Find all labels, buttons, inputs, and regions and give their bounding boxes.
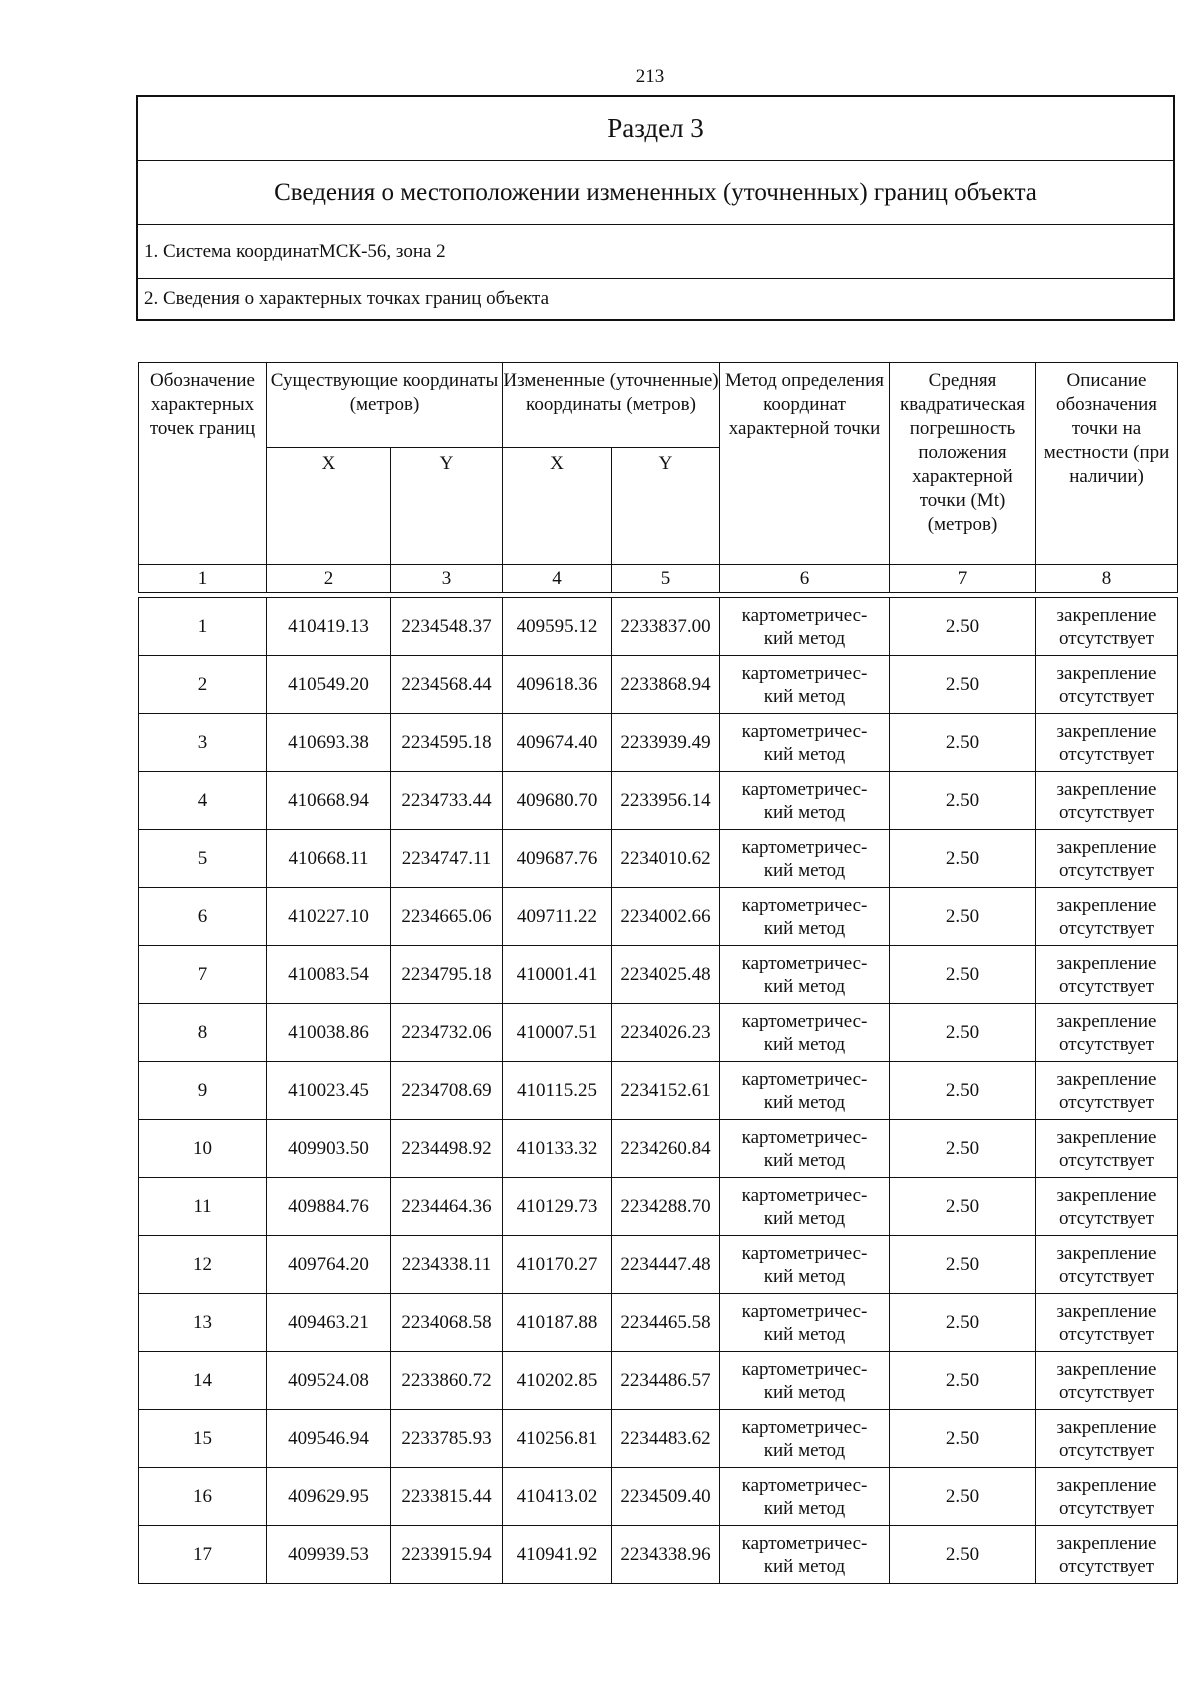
header-description: Описание обозначения точки на местности (при наличии) — [1036, 363, 1178, 565]
table-row — [139, 1410, 1178, 1468]
description-cell — [1036, 1294, 1178, 1352]
method-line: кий метод — [763, 1149, 846, 1171]
method-cell — [720, 1062, 890, 1120]
existing-x: 410023.45 — [267, 1062, 391, 1120]
description-line: закрепление — [1056, 778, 1157, 800]
header-existing-coordinates: Существующие координаты (метров) — [267, 363, 503, 448]
existing-y: 2234568.44 — [391, 656, 503, 714]
method-cell — [720, 1236, 890, 1294]
method-cell — [720, 888, 890, 946]
changed-x: 409595.12 — [503, 598, 612, 656]
method-cell — [720, 1294, 890, 1352]
error-value: 2.50 — [890, 946, 1036, 1004]
changed-x: 410170.27 — [503, 1236, 612, 1294]
method-line: кий метод — [763, 627, 846, 649]
point-number: 5 — [139, 830, 267, 888]
method-line: кий метод — [763, 743, 846, 765]
description-line: отсутствует — [1058, 859, 1155, 881]
column-number: 4 — [503, 565, 612, 593]
method-line: кий метод — [763, 685, 846, 707]
method-line: картометричес- — [741, 1532, 868, 1554]
method-line: кий метод — [763, 1265, 846, 1287]
existing-x: 409463.21 — [267, 1294, 391, 1352]
coordinate-system-value: МСК-56, зона 2 — [318, 240, 446, 262]
existing-y: 2234464.36 — [391, 1178, 503, 1236]
error-value: 2.50 — [890, 772, 1036, 830]
method-cell — [720, 1468, 890, 1526]
section-subtitle: Сведения о местоположении измененных (уточненных) границ объекта — [138, 161, 1173, 225]
header-y-existing: Y — [391, 448, 503, 565]
error-value: 2.50 — [890, 1120, 1036, 1178]
method-line: картометричес- — [741, 1474, 868, 1496]
description-cell — [1036, 1062, 1178, 1120]
changed-y: 2234010.62 — [612, 830, 720, 888]
changed-y: 2234465.58 — [612, 1294, 720, 1352]
error-value: 2.50 — [890, 598, 1036, 656]
column-number: 3 — [391, 565, 503, 593]
existing-x: 409524.08 — [267, 1352, 391, 1410]
method-line: картометричес- — [741, 1184, 868, 1206]
table-row — [139, 1178, 1178, 1236]
changed-x: 410129.73 — [503, 1178, 612, 1236]
error-value: 2.50 — [890, 1526, 1036, 1584]
header-changed-coordinates: Измененные (уточненные) координаты (метров) — [503, 363, 720, 448]
description-cell — [1036, 1410, 1178, 1468]
description-line: отсутствует — [1058, 685, 1155, 707]
method-line: картометричес- — [741, 720, 868, 742]
description-line: отсутствует — [1058, 1033, 1155, 1055]
description-cell — [1036, 656, 1178, 714]
description-line: отсутствует — [1058, 1555, 1155, 1577]
changed-y: 2233837.00 — [612, 598, 720, 656]
table-row — [139, 1352, 1178, 1410]
point-number: 11 — [139, 1178, 267, 1236]
method-cell — [720, 830, 890, 888]
point-number: 10 — [139, 1120, 267, 1178]
changed-x: 410133.32 — [503, 1120, 612, 1178]
error-value: 2.50 — [890, 1294, 1036, 1352]
changed-y: 2234509.40 — [612, 1468, 720, 1526]
method-line: картометричес- — [741, 662, 868, 684]
existing-x: 410668.11 — [267, 830, 391, 888]
existing-y: 2233915.94 — [391, 1526, 503, 1584]
column-number: 7 — [890, 565, 1036, 593]
header-x-existing: X — [267, 448, 391, 565]
changed-y: 2234002.66 — [612, 888, 720, 946]
description-line: закрепление — [1056, 1300, 1157, 1322]
table-row — [139, 1004, 1178, 1062]
changed-x: 410256.81 — [503, 1410, 612, 1468]
changed-x: 410941.92 — [503, 1526, 612, 1584]
header-designation: Обозначение характерных точек границ — [139, 363, 267, 565]
existing-x: 410549.20 — [267, 656, 391, 714]
existing-y: 2234665.06 — [391, 888, 503, 946]
description-line: отсутствует — [1058, 975, 1155, 997]
table-row — [139, 1062, 1178, 1120]
table-row — [139, 830, 1178, 888]
column-number: 6 — [720, 565, 890, 593]
method-line: кий метод — [763, 1033, 846, 1055]
table-row — [139, 1526, 1178, 1584]
error-value: 2.50 — [890, 656, 1036, 714]
changed-y: 2233868.94 — [612, 656, 720, 714]
existing-x: 410227.10 — [267, 888, 391, 946]
point-number: 14 — [139, 1352, 267, 1410]
existing-y: 2234595.18 — [391, 714, 503, 772]
column-number: 5 — [612, 565, 720, 593]
description-line: закрепление — [1056, 662, 1157, 684]
method-cell — [720, 1352, 890, 1410]
description-line: отсутствует — [1058, 1149, 1155, 1171]
changed-x: 409680.70 — [503, 772, 612, 830]
changed-x: 410202.85 — [503, 1352, 612, 1410]
changed-y: 2234025.48 — [612, 946, 720, 1004]
changed-x: 409618.36 — [503, 656, 612, 714]
error-value: 2.50 — [890, 1468, 1036, 1526]
changed-y: 2233939.49 — [612, 714, 720, 772]
method-line: кий метод — [763, 1091, 846, 1113]
existing-y: 2234795.18 — [391, 946, 503, 1004]
method-line: картометричес- — [741, 1068, 868, 1090]
description-line: закрепление — [1056, 1242, 1157, 1264]
column-number: 2 — [267, 565, 391, 593]
coordinate-system-label: 1. Система координат — [144, 240, 319, 262]
description-line: отсутствует — [1058, 801, 1155, 823]
description-line: закрепление — [1056, 1416, 1157, 1438]
description-cell — [1036, 1352, 1178, 1410]
method-cell — [720, 946, 890, 1004]
table-row — [139, 772, 1178, 830]
method-cell — [720, 598, 890, 656]
existing-x: 409546.94 — [267, 1410, 391, 1468]
existing-x: 409764.20 — [267, 1236, 391, 1294]
column-number-row — [139, 565, 1178, 593]
description-line: закрепление — [1056, 1474, 1157, 1496]
description-cell — [1036, 1178, 1178, 1236]
points-heading: 2. Сведения о характерных точках границ объекта — [144, 288, 550, 309]
table-row — [139, 1468, 1178, 1526]
changed-y: 2234447.48 — [612, 1236, 720, 1294]
description-line: закрепление — [1056, 720, 1157, 742]
method-line: кий метод — [763, 859, 846, 881]
method-cell — [720, 1178, 890, 1236]
changed-y: 2234026.23 — [612, 1004, 720, 1062]
description-line: отсутствует — [1058, 627, 1155, 649]
point-number: 3 — [139, 714, 267, 772]
table-row — [139, 1236, 1178, 1294]
existing-y: 2234732.06 — [391, 1004, 503, 1062]
method-line: картометричес- — [741, 1242, 868, 1264]
changed-x: 410187.88 — [503, 1294, 612, 1352]
method-line: картометричес- — [741, 836, 868, 858]
error-value: 2.50 — [890, 830, 1036, 888]
point-number: 9 — [139, 1062, 267, 1120]
description-line: отсутствует — [1058, 743, 1155, 765]
method-line: кий метод — [763, 975, 846, 997]
table-row — [139, 656, 1178, 714]
method-line: картометричес- — [741, 1358, 868, 1380]
existing-y: 2234548.37 — [391, 598, 503, 656]
changed-x: 409711.22 — [503, 888, 612, 946]
error-value: 2.50 — [890, 1236, 1036, 1294]
existing-x: 410668.94 — [267, 772, 391, 830]
changed-y: 2234152.61 — [612, 1062, 720, 1120]
table-row — [139, 946, 1178, 1004]
existing-y: 2234338.11 — [391, 1236, 503, 1294]
description-cell — [1036, 830, 1178, 888]
description-line: закрепление — [1056, 836, 1157, 858]
existing-x: 409884.76 — [267, 1178, 391, 1236]
changed-y: 2234260.84 — [612, 1120, 720, 1178]
method-line: кий метод — [763, 1439, 846, 1461]
existing-y: 2234068.58 — [391, 1294, 503, 1352]
section-title: Раздел 3 — [138, 97, 1173, 161]
method-line: кий метод — [763, 1381, 846, 1403]
changed-x: 410413.02 — [503, 1468, 612, 1526]
point-number: 13 — [139, 1294, 267, 1352]
existing-y: 2234498.92 — [391, 1120, 503, 1178]
method-line: кий метод — [763, 1207, 846, 1229]
column-number: 8 — [1036, 565, 1178, 593]
table-row — [139, 1294, 1178, 1352]
description-line: отсутствует — [1058, 1207, 1155, 1229]
existing-x: 410038.86 — [267, 1004, 391, 1062]
method-cell — [720, 772, 890, 830]
table-body — [139, 598, 1178, 1584]
changed-x: 410007.51 — [503, 1004, 612, 1062]
error-value: 2.50 — [890, 1062, 1036, 1120]
page-number: 213 — [635, 66, 665, 87]
table-row — [139, 1120, 1178, 1178]
error-value: 2.50 — [890, 888, 1036, 946]
method-cell — [720, 1526, 890, 1584]
method-cell — [720, 1410, 890, 1468]
column-number: 1 — [139, 565, 267, 593]
point-number: 16 — [139, 1468, 267, 1526]
description-line: отсутствует — [1058, 1091, 1155, 1113]
description-line: закрепление — [1056, 1532, 1157, 1554]
header-x-changed: X — [503, 448, 612, 565]
existing-x: 409903.50 — [267, 1120, 391, 1178]
description-line: закрепление — [1056, 894, 1157, 916]
description-cell — [1036, 888, 1178, 946]
description-line: закрепление — [1056, 1068, 1157, 1090]
description-cell — [1036, 1004, 1178, 1062]
error-value: 2.50 — [890, 1352, 1036, 1410]
description-line: отсутствует — [1058, 1265, 1155, 1287]
description-line: закрепление — [1056, 1010, 1157, 1032]
changed-y: 2234288.70 — [612, 1178, 720, 1236]
description-line: закрепление — [1056, 952, 1157, 974]
description-line: отсутствует — [1058, 1439, 1155, 1461]
existing-x: 410083.54 — [267, 946, 391, 1004]
point-number: 6 — [139, 888, 267, 946]
method-cell — [720, 714, 890, 772]
existing-y: 2234708.69 — [391, 1062, 503, 1120]
method-cell — [720, 656, 890, 714]
header-error: Средняя квадратическая погрешность положения характерной точки (Mt) (метров) — [890, 363, 1036, 565]
point-number: 1 — [139, 598, 267, 656]
method-line: кий метод — [763, 1555, 846, 1577]
description-line: закрепление — [1056, 604, 1157, 626]
existing-x: 409629.95 — [267, 1468, 391, 1526]
method-line: картометричес- — [741, 894, 868, 916]
method-line: картометричес- — [741, 1416, 868, 1438]
description-cell — [1036, 714, 1178, 772]
changed-x: 410115.25 — [503, 1062, 612, 1120]
description-cell — [1036, 1236, 1178, 1294]
method-line: кий метод — [763, 917, 846, 939]
error-value: 2.50 — [890, 1178, 1036, 1236]
description-cell — [1036, 1468, 1178, 1526]
point-number: 2 — [139, 656, 267, 714]
description-cell — [1036, 946, 1178, 1004]
description-cell — [1036, 772, 1178, 830]
changed-x: 409687.76 — [503, 830, 612, 888]
description-cell — [1036, 598, 1178, 656]
description-line: отсутствует — [1058, 1497, 1155, 1519]
boundary-points-table — [138, 362, 1178, 1584]
description-line: закрепление — [1056, 1126, 1157, 1148]
changed-y: 2233956.14 — [612, 772, 720, 830]
method-line: картометричес- — [741, 952, 868, 974]
method-cell — [720, 1120, 890, 1178]
changed-x: 409674.40 — [503, 714, 612, 772]
point-number: 15 — [139, 1410, 267, 1468]
error-value: 2.50 — [890, 1004, 1036, 1062]
existing-x: 410419.13 — [267, 598, 391, 656]
changed-y: 2234486.57 — [612, 1352, 720, 1410]
coordinate-system-row — [138, 225, 1173, 279]
method-line: картометричес- — [741, 604, 868, 626]
description-cell — [1036, 1526, 1178, 1584]
point-number: 8 — [139, 1004, 267, 1062]
method-line: картометричес- — [741, 1010, 868, 1032]
existing-y: 2233785.93 — [391, 1410, 503, 1468]
method-line: кий метод — [763, 1497, 846, 1519]
method-line: картометричес- — [741, 1126, 868, 1148]
method-line: картометричес- — [741, 778, 868, 800]
method-cell — [720, 1004, 890, 1062]
table-row — [139, 888, 1178, 946]
header-y-changed: Y — [612, 448, 720, 565]
method-line: кий метод — [763, 801, 846, 823]
table-row — [139, 714, 1178, 772]
existing-x: 410693.38 — [267, 714, 391, 772]
header-row — [139, 363, 1178, 448]
changed-x: 410001.41 — [503, 946, 612, 1004]
description-line: отсутствует — [1058, 917, 1155, 939]
section-header-box — [136, 95, 1175, 321]
description-line: отсутствует — [1058, 1323, 1155, 1345]
method-line: кий метод — [763, 1323, 846, 1345]
existing-y: 2233860.72 — [391, 1352, 503, 1410]
existing-y: 2233815.44 — [391, 1468, 503, 1526]
description-line: отсутствует — [1058, 1381, 1155, 1403]
description-line: закрепление — [1056, 1358, 1157, 1380]
point-number: 12 — [139, 1236, 267, 1294]
changed-y: 2234483.62 — [612, 1410, 720, 1468]
table-row — [139, 598, 1178, 656]
method-line: картометричес- — [741, 1300, 868, 1322]
header-method: Метод определения координат характерной точки — [720, 363, 890, 565]
existing-y: 2234733.44 — [391, 772, 503, 830]
point-number: 7 — [139, 946, 267, 1004]
existing-y: 2234747.11 — [391, 830, 503, 888]
point-number: 4 — [139, 772, 267, 830]
description-cell — [1036, 1120, 1178, 1178]
changed-y: 2234338.96 — [612, 1526, 720, 1584]
description-line: закрепление — [1056, 1184, 1157, 1206]
error-value: 2.50 — [890, 714, 1036, 772]
point-number: 17 — [139, 1526, 267, 1584]
existing-x: 409939.53 — [267, 1526, 391, 1584]
error-value: 2.50 — [890, 1410, 1036, 1468]
